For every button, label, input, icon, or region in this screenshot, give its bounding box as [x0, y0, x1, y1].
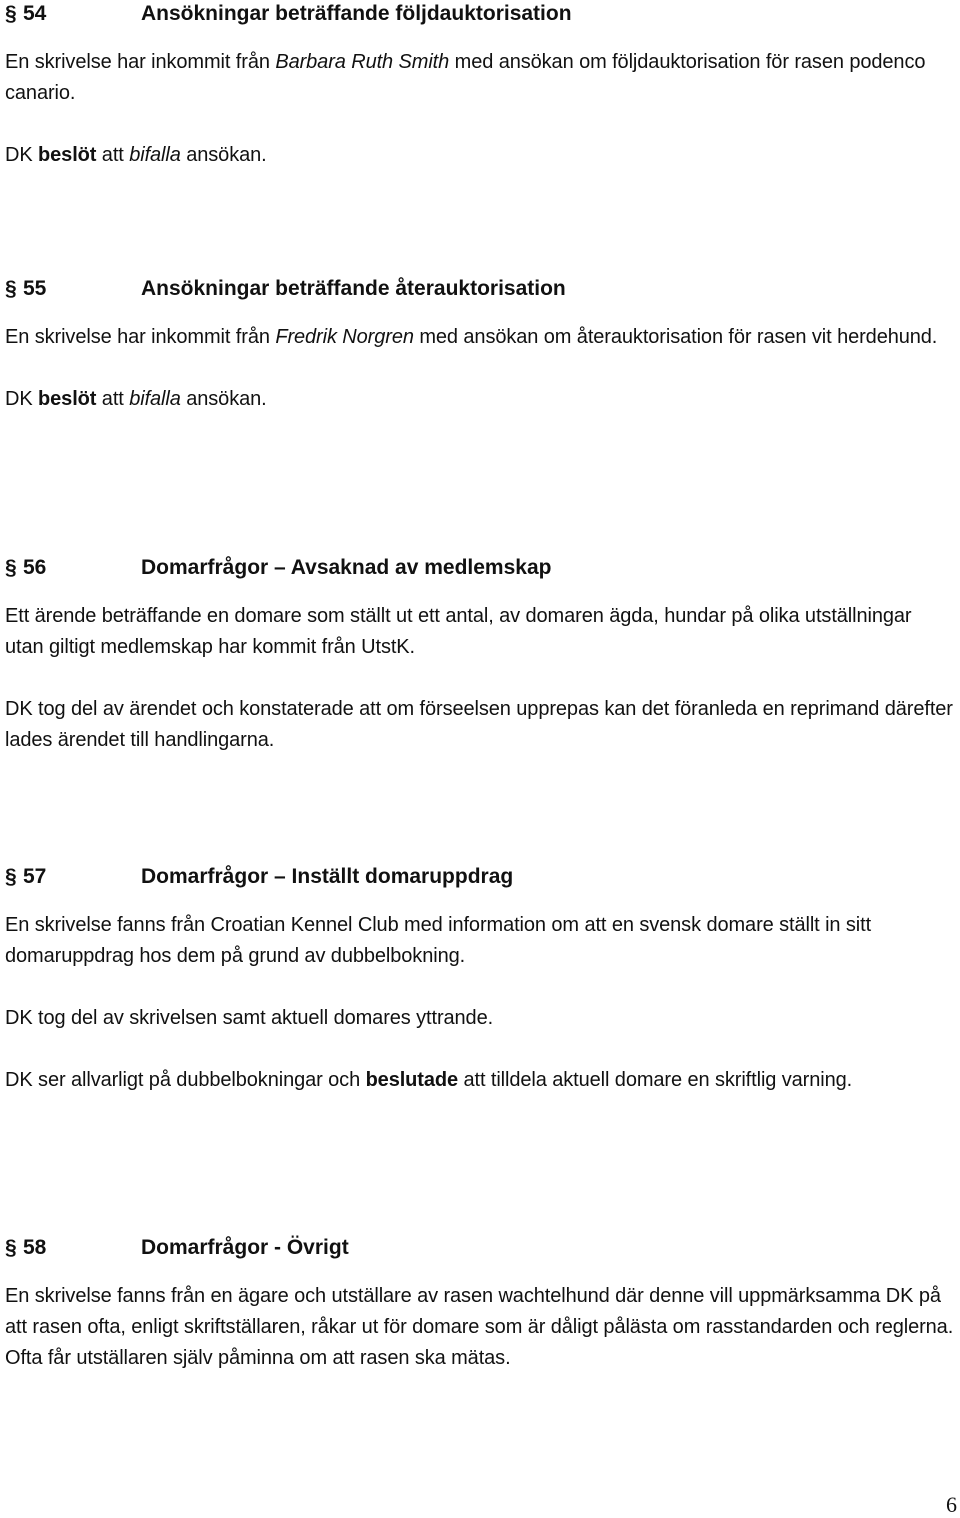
decision-paragraph: DK ser allvarligt på dubbelbokningar och beslutade att tilldela aktuell domare en skriftlig varning.: [5, 1069, 853, 1091]
section-54: [5, 0, 955, 171]
decision-paragraph: DK beslöt att bifalla ansökan.: [5, 144, 267, 166]
section-55: [5, 275, 955, 415]
section-title: Ansökningar beträffande följdauktorisation: [141, 2, 572, 25]
section-paragraph: DK tog del av skrivelsen samt aktuell domares yttrande.: [5, 1007, 494, 1029]
applicant-name: Barbara Ruth Smith: [275, 51, 450, 73]
paragraph-symbol: §: [5, 277, 17, 300]
section-title: Domarfrågor - Övrigt: [141, 1236, 349, 1259]
section-heading: [5, 275, 955, 303]
section-number: 55: [23, 277, 47, 300]
paragraph-symbol: §: [5, 1236, 17, 1259]
decision-paragraph: DK tog del av ärendet och konstaterade att om förseelsen upprepas kan det föranleda en reprimand därefter lades ärendet till handlingarna.: [5, 698, 953, 751]
section-title: Domarfrågor – Avsaknad av medlemskap: [141, 556, 552, 579]
page-number: 6: [946, 1492, 957, 1517]
section-title: Ansökningar beträffande återauktorisation: [141, 277, 566, 300]
section-title: Domarfrågor – Inställt domaruppdrag: [141, 865, 514, 888]
section-heading: [5, 863, 955, 891]
section-number: 54: [23, 2, 47, 25]
section-number: 57: [23, 865, 47, 888]
section-56: [5, 554, 955, 756]
section-57: [5, 863, 955, 1096]
section-paragraph: En skrivelse har inkommit från Fredrik Norgren med ansökan om återauktorisation för rasen vit herdehund.: [5, 326, 938, 348]
section-paragraph: En skrivelse fanns från Croatian Kennel Club med information om att en svensk domare ställt in sitt domaruppdrag hos dem på grund av dubbelbokning.: [5, 914, 872, 967]
section-number: 58: [23, 1236, 47, 1259]
decision-paragraph: DK beslöt att bifalla ansökan.: [5, 388, 267, 410]
paragraph-symbol: §: [5, 2, 17, 25]
paragraph-symbol: §: [5, 865, 17, 888]
paragraph-symbol: §: [5, 556, 17, 579]
section-heading: [5, 554, 955, 582]
section-paragraph: Ett ärende beträffande en domare som ställt ut ett antal, av domaren ägda, hundar på olika utställningar utan giltigt medlemskap har kommit från UtstK.: [5, 605, 912, 658]
section-number: 56: [23, 556, 47, 579]
section-paragraph: En skrivelse har inkommit från Barbara Ruth Smith med ansökan om följdauktorisation för rasen podenco canario.: [5, 51, 926, 104]
section-heading: [5, 1234, 955, 1262]
section-paragraph: En skrivelse fanns från en ägare och utställare av rasen wachtelhund där denne vill uppmärksamma DK på att rasen ofta, enligt skriftställaren, råkar ut för domare som är dåligt pålästa om rasstandarden och reglerna. Ofta får utställaren själv påminna om att rasen ska mätas.: [5, 1285, 954, 1369]
section-heading: [5, 0, 955, 28]
applicant-name: Fredrik Norgren: [275, 326, 414, 348]
section-58: [5, 1234, 955, 1374]
